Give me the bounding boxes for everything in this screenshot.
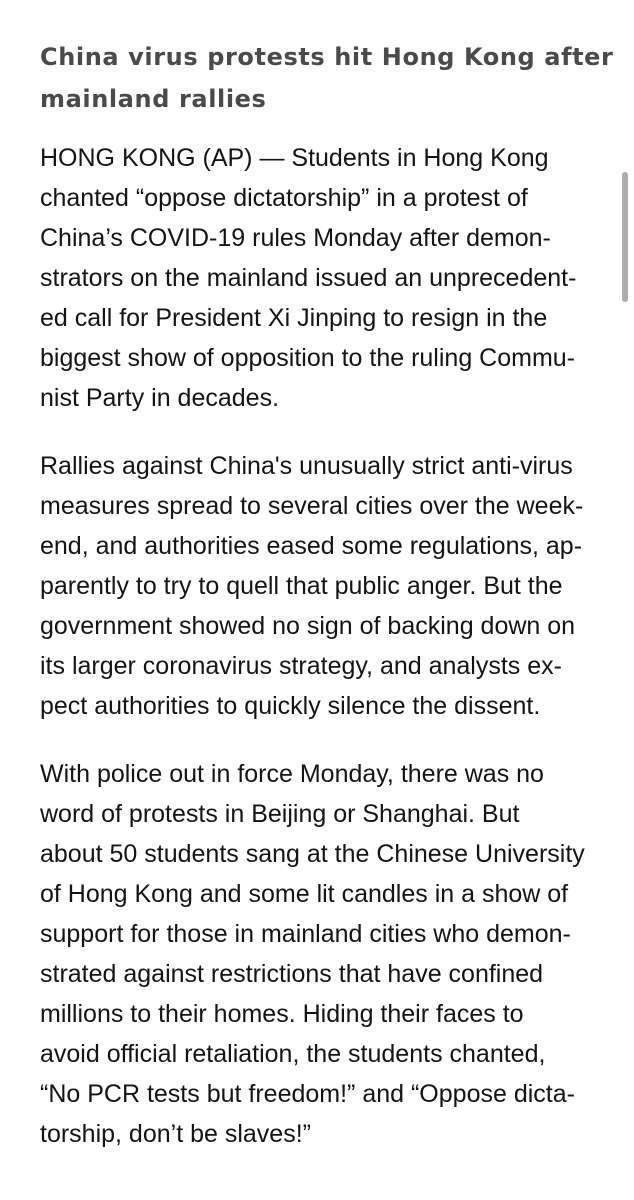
paragraph-line: Rallies against China's unusually strict anti-virus <box>40 452 573 480</box>
article-headline <box>40 36 614 120</box>
paragraph-line: nist Party in decades. <box>40 384 280 412</box>
paragraph-line: ed call for President Xi Jinping to resign in the <box>40 304 548 332</box>
paragraph-line: biggest show of opposition to the ruling Commu- <box>40 344 576 372</box>
paragraph-line: measures spread to several cities over the week- <box>40 492 584 520</box>
paragraph-line: torship, don’t be slaves!” <box>40 1120 311 1148</box>
paragraph-line: strators on the mainland issued an unprecedent- <box>40 264 577 292</box>
headline-line: China virus protests hit Hong Kong after <box>40 43 614 71</box>
paragraph-line: its larger coronavirus strategy, and analysts ex- <box>40 652 562 680</box>
paragraph-line: chanted “oppose dictatorship” in a protest of <box>40 184 528 212</box>
paragraph-line: end, and authorities eased some regulations, ap- <box>40 532 583 560</box>
paragraph-line: strated against restrictions that have confined <box>40 960 544 988</box>
paragraph-line: about 50 students sang at the Chinese University <box>40 840 585 868</box>
scrollbar-thumb[interactable] <box>622 172 628 302</box>
paragraph-line: of Hong Kong and some lit candles in a show of <box>40 880 569 908</box>
headline-line: mainland rallies <box>40 85 267 113</box>
paragraph-line: parently to try to quell that public anger. But the <box>40 572 563 600</box>
paragraph-line: China’s COVID-19 rules Monday after demon- <box>40 224 551 252</box>
paragraph-line: millions to their homes. Hiding their faces to <box>40 1000 524 1028</box>
paragraph-line: word of protests in Beijing or Shanghai. But <box>40 800 520 828</box>
paragraph-line: support for those in mainland cities who demon- <box>40 920 571 948</box>
paragraph-line: With police out in force Monday, there was no <box>40 760 544 788</box>
paragraph-line: pect authorities to quickly silence the dissent. <box>40 692 541 720</box>
paragraph-line: “No PCR tests but freedom!” and “Oppose dicta- <box>40 1080 575 1108</box>
paragraph-line: government showed no sign of backing down on <box>40 612 576 640</box>
paragraph-line: avoid official retaliation, the students chanted, <box>40 1040 546 1068</box>
article-paragraph <box>40 446 610 726</box>
article-paragraph <box>40 754 610 1154</box>
paragraph-line: HONG KONG (AP) — Students in Hong Kong <box>40 144 549 172</box>
article-paragraph <box>40 138 610 418</box>
